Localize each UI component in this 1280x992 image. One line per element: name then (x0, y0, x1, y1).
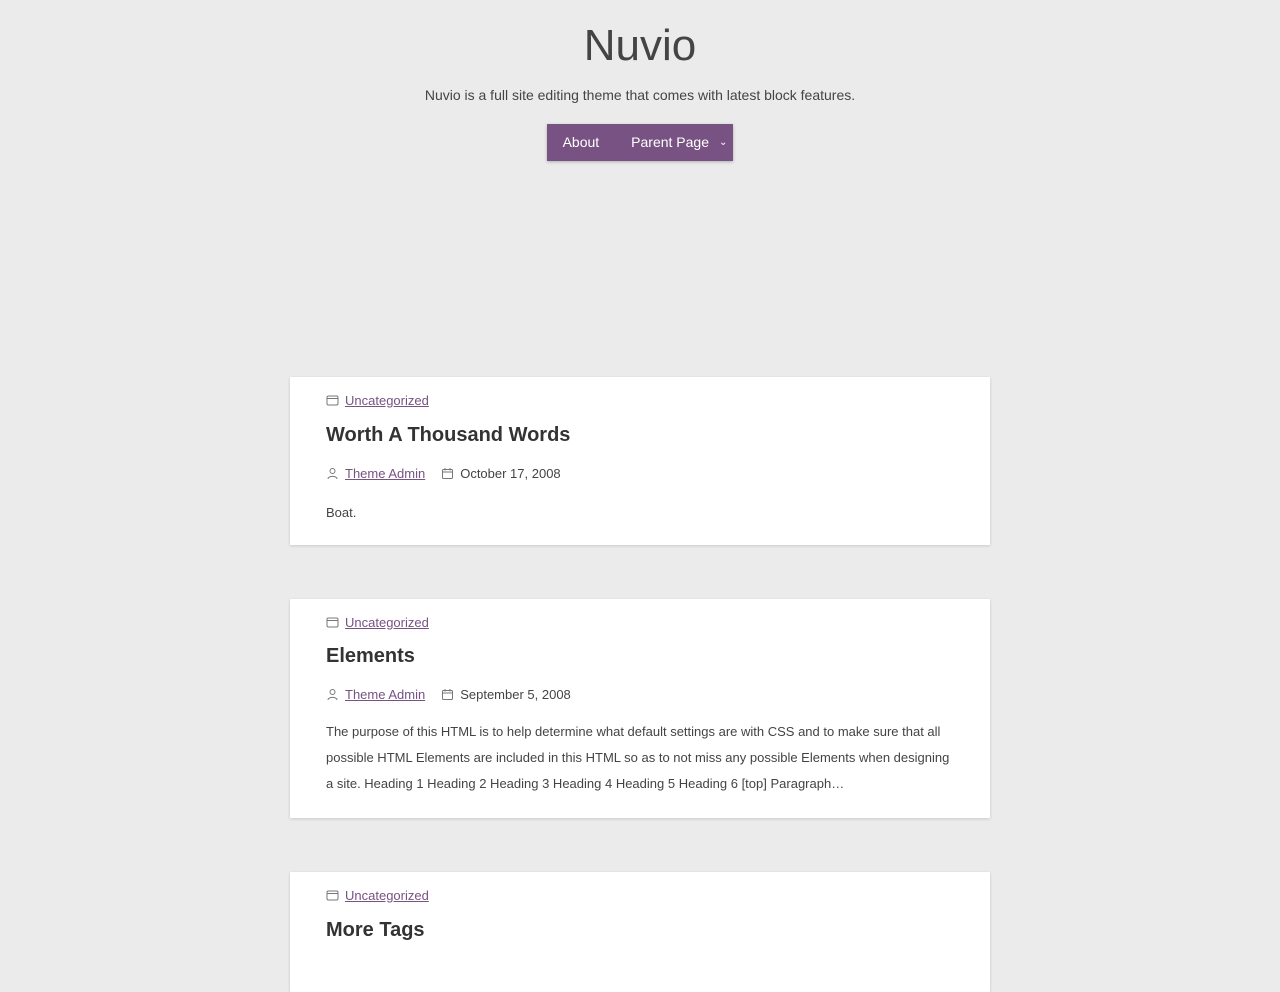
nav-item-parent-page[interactable]: Parent Page (631, 134, 710, 150)
post-category-row (326, 613, 954, 631)
post-title[interactable]: Worth A Thousand Words (326, 424, 571, 446)
post-category-link[interactable]: Uncategorized (345, 392, 429, 408)
user-icon (326, 688, 339, 701)
post-category-link[interactable]: Uncategorized (345, 887, 429, 903)
folder-icon (326, 394, 339, 407)
post-category-row (326, 391, 954, 409)
calendar-icon (441, 467, 454, 480)
post-card (290, 377, 990, 545)
post-date (441, 687, 571, 702)
chevron-down-icon[interactable]: ⌄ (719, 137, 728, 148)
post-date-text: September 5, 2008 (460, 686, 571, 702)
site-title[interactable]: Nuvio (583, 21, 697, 70)
post-date-text: October 17, 2008 (460, 465, 561, 481)
post-title[interactable]: Elements (326, 645, 415, 667)
post-excerpt: Boat. (326, 505, 357, 520)
user-icon (326, 467, 339, 480)
primary-navigation (547, 124, 734, 161)
folder-icon (326, 616, 339, 629)
post-meta (326, 464, 954, 482)
post-category-row (326, 886, 954, 904)
post-excerpt: The purpose of this HTML is to help determine what default settings are with CSS and to make sure that all possible HTML Elements are included in this HTML so as to not miss any possible Elements when designing a site. Heading 1 Heading 2 Heading 3 Heading 4 Heading 5 Heading 6 [top] Paragraph… (326, 724, 950, 791)
post-card (290, 872, 990, 992)
post-category-link[interactable]: Uncategorized (345, 614, 429, 630)
calendar-icon (441, 688, 454, 701)
folder-icon (326, 889, 339, 902)
post-date (441, 466, 560, 481)
nav-item-about[interactable]: About (562, 134, 600, 150)
post-title[interactable]: More Tags (326, 919, 425, 941)
post-author (326, 687, 425, 702)
post-card (290, 599, 990, 818)
post-author-link[interactable]: Theme Admin (345, 686, 426, 702)
post-meta (326, 685, 954, 703)
post-author (326, 466, 425, 481)
post-author-link[interactable]: Theme Admin (345, 465, 426, 481)
site-tagline: Nuvio is a full site editing theme that comes with latest block features. (424, 87, 856, 103)
site-header (0, 0, 1280, 161)
